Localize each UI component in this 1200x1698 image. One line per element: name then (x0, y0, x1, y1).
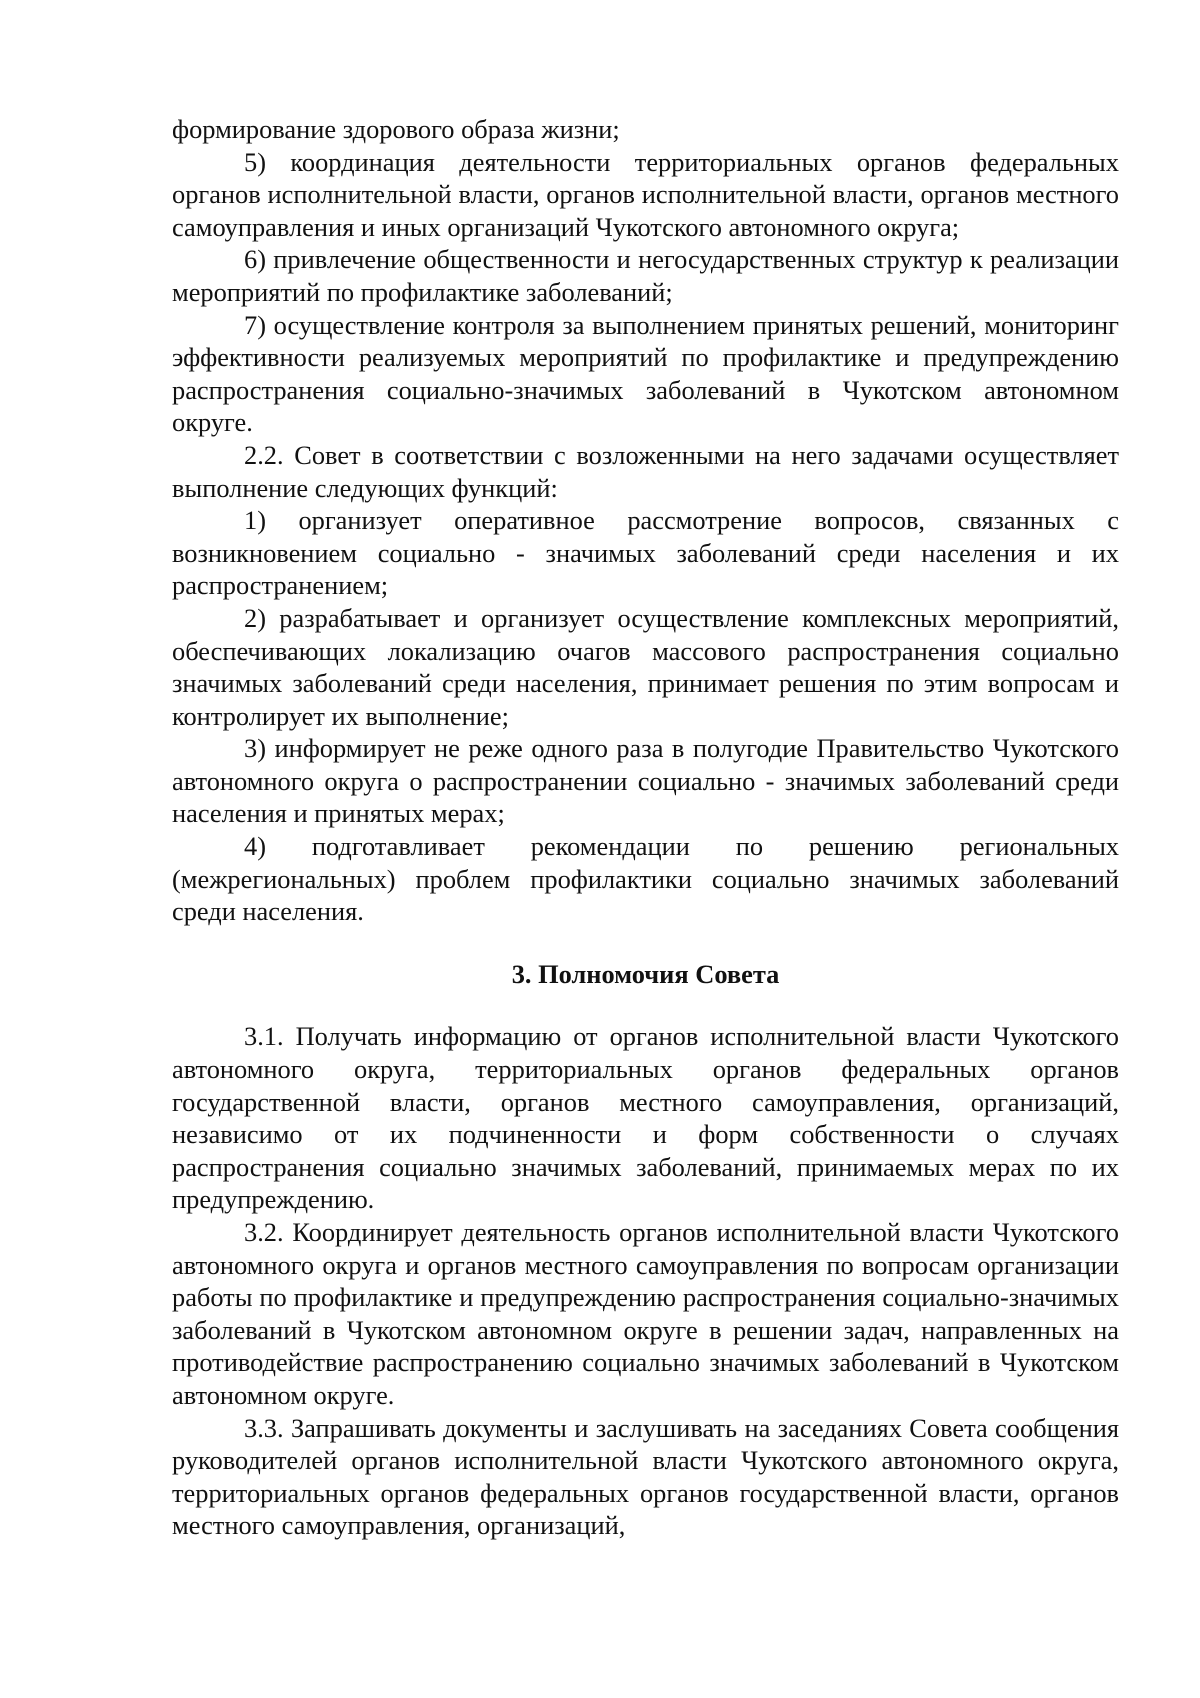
paragraph-function-2: 2) разрабатывает и организует осуществление комплексных мероприятий, обеспечивающих локализацию очагов массового распространения социально значимых заболеваний среди населения, принимает решения по этим вопросам и контролирует их выполнение; (172, 602, 1119, 731)
paragraph-function-1: 1) организует оперативное рассмотрение вопросов, связанных с возникновением социально - значимых заболеваний среди населения и их распространением; (172, 505, 1119, 601)
paragraph-item-6: 6) привлечение общественности и негосударственных структур к реализации мероприятий по профилактике заболеваний; (172, 244, 1119, 307)
paragraph-3-1: 3.1. Получать информацию от органов исполнительной власти Чукотского автономного округа, территориальных органов федеральных органов государственной власти, органов местного самоуправления, организаций, независимо от их подчиненности и форм собственности о случаях распространения социально значимых заболеваний, принимаемых мерах по их предупреждению. (172, 1021, 1119, 1215)
paragraph-item-7: 7) осуществление контроля за выполнением принятых решений, мониторинг эффективности реализуемых мероприятий по профилактике и предупреждению распространения социально-значимых заболеваний в Чукотском автономном округе. (172, 309, 1119, 438)
paragraph-2-2: 2.2. Совет в соответствии с возложенными на него задачами осуществляет выполнение следующих функций: (172, 439, 1119, 503)
paragraph-function-3: 3) информирует не реже одного раза в полугодие Правительство Чукотского автономного округа о распространении социально - значимых заболеваний среди населения и принятых мерах; (172, 733, 1119, 829)
paragraph-function-4: 4) подготавливает рекомендации по решению региональных (межрегиональных) проблем профилактики социально значимых заболеваний среди населения. (172, 831, 1119, 927)
document-page (172, 113, 1119, 1542)
paragraph-3-2: 3.2. Координирует деятельность органов исполнительной власти Чукотского автономного округа и органов местного самоуправления по вопросам организации работы по профилактике и предупреждению распространения социально-значимых заболеваний в Чукотском автономном округе в решении задач, направленных на противодействие распространению социально значимых заболеваний в Чукотском автономном округе. (172, 1217, 1119, 1410)
paragraph-item-5: 5) координация деятельности территориальных органов федеральных органов исполнительной власти, органов исполнительной власти, органов местного самоуправления и иных организаций Чукотского автономного округа; (172, 146, 1119, 242)
paragraph-3-3: 3.3. Запрашивать документы и заслушивать на заседаниях Совета сообщения руководителей органов исполнительной власти Чукотского автономного округа, территориальных органов федеральных органов государственной власти, органов местного самоуправления, организаций, (172, 1412, 1119, 1541)
section-heading: 3. Полномочия Совета (511, 958, 780, 989)
paragraph-continuation: формирование здорового образа жизни; (172, 114, 620, 144)
